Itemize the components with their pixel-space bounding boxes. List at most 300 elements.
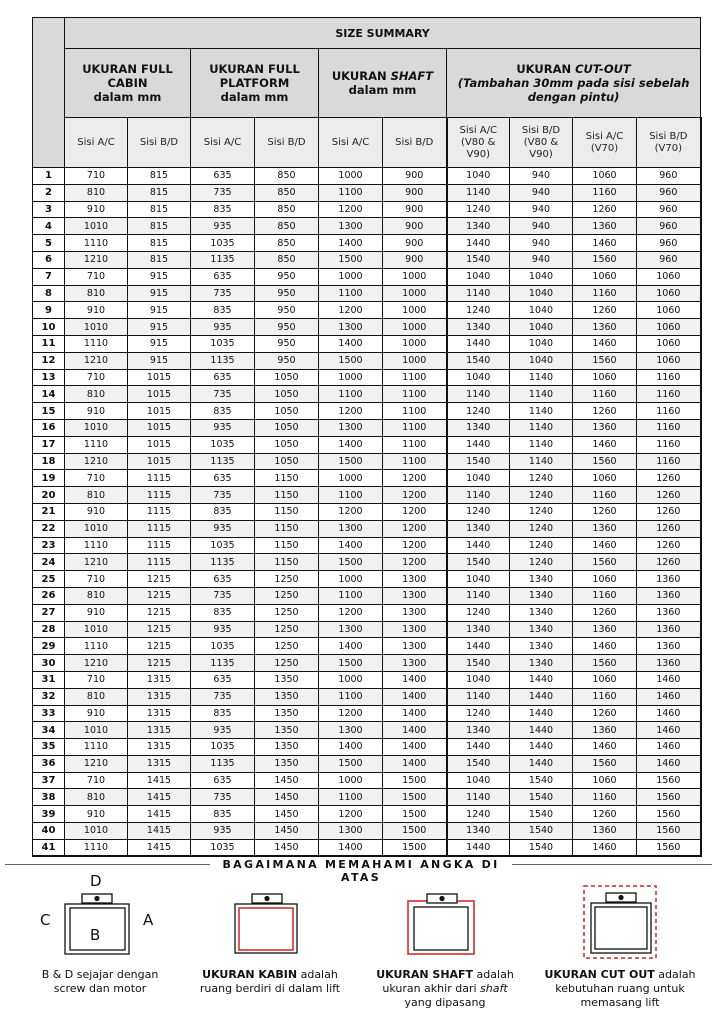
table-cell: 1060 [573,268,637,285]
table-cell: 735 [191,487,255,504]
table-cell: 710 [65,168,128,185]
table-cell: 1160 [637,369,701,386]
table-cell: 1500 [383,839,447,856]
table-cell: 1200 [319,705,383,722]
table-row [33,487,701,504]
table-cell: 1250 [255,621,319,638]
table-cell: 1000 [383,319,447,336]
table-cell: 915 [128,352,191,369]
caption-cutout: UKURAN CUT OUT adalah kebutuhan ruang untuk memasang lift [544,968,696,1009]
table-cell: 1450 [255,772,319,789]
table-cell: 1440 [447,436,510,453]
table-cell: 1060 [637,302,701,319]
table-cell: 1460 [637,671,701,688]
table-cell: 960 [637,168,701,185]
table-cell: 1240 [447,705,510,722]
table-cell: 1150 [255,470,319,487]
table-row [33,419,701,436]
table-cell: 1050 [255,436,319,453]
table-cell: 1315 [128,739,191,756]
table-cell: 950 [255,335,319,352]
table-cell: 1035 [191,638,255,655]
table-cell: 1160 [573,386,637,403]
table-cell: 1400 [319,839,383,856]
table-cell: 810 [65,285,128,302]
column-subheader: Sisi B/D (V70) [637,118,701,168]
table-cell: 1060 [637,335,701,352]
table-cell: 1150 [255,503,319,520]
table-cell: 1015 [128,403,191,420]
table-cell: 815 [128,251,191,268]
table-cell: 1035 [191,335,255,352]
table-cell: 1400 [319,537,383,554]
table-cell: 915 [128,302,191,319]
table-cell: 1150 [255,554,319,571]
table-cell: 1040 [447,772,510,789]
table-cell: 960 [637,235,701,252]
row-number: 12 [33,352,65,369]
table-cell: 1160 [573,688,637,705]
table-row [33,823,701,840]
table-cell: 1315 [128,755,191,772]
table-cell: 1415 [128,823,191,840]
table-cell: 850 [255,184,319,201]
table-cell: 1060 [573,369,637,386]
table-row [33,235,701,252]
table-cell: 1015 [128,436,191,453]
table-cell: 1350 [255,739,319,756]
table-cell: 1340 [510,621,573,638]
table-cell: 1240 [447,403,510,420]
table-cell: 1060 [573,168,637,185]
table-cell: 910 [65,806,128,823]
table-cell: 1250 [255,655,319,672]
label-side-a: A [143,911,154,929]
table-row [33,251,701,268]
table-cell: 1140 [510,453,573,470]
row-number: 11 [33,335,65,352]
table-cell: 1250 [255,638,319,655]
row-number: 34 [33,722,65,739]
table-cell: 1360 [637,638,701,655]
table-cell: 1140 [447,688,510,705]
table-cell: 635 [191,571,255,588]
table-cell: 1110 [65,235,128,252]
table-cell: 1000 [319,268,383,285]
table-cell: 1250 [255,604,319,621]
table-cell: 1040 [447,369,510,386]
table-cell: 940 [510,201,573,218]
table-cell: 1400 [383,722,447,739]
table-cell: 835 [191,705,255,722]
table-cell: 1350 [255,755,319,772]
table-cell: 835 [191,806,255,823]
table-cell: 850 [255,235,319,252]
table-body [33,168,701,857]
table-cell: 1400 [383,671,447,688]
row-number: 2 [33,184,65,201]
table-cell: 900 [383,201,447,218]
table-cell: 1240 [510,520,573,537]
table-cell: 1000 [319,168,383,185]
table-cell: 1300 [319,621,383,638]
table-cell: 1540 [447,453,510,470]
table-cell: 1415 [128,789,191,806]
table-cell: 1015 [128,453,191,470]
table-cell: 1460 [637,688,701,705]
table-cell: 1040 [447,571,510,588]
table-row [33,436,701,453]
table-row [33,604,701,621]
table-cell: 1050 [255,453,319,470]
table-row [33,386,701,403]
table-cell: 935 [191,621,255,638]
table-cell: 1340 [447,218,510,235]
table-cell: 850 [255,201,319,218]
table-row [33,755,701,772]
table-cell: 1060 [637,285,701,302]
table-cell: 1260 [573,503,637,520]
table-cell: 1250 [255,587,319,604]
row-number: 5 [33,235,65,252]
table-cell: 1000 [319,571,383,588]
table-cell: 1500 [319,352,383,369]
table-cell: 1350 [255,671,319,688]
table-cell: 1500 [319,755,383,772]
table-cell: 1300 [383,621,447,638]
table-cell: 1210 [65,554,128,571]
table-cell: 1260 [573,403,637,420]
table-cell: 1560 [637,772,701,789]
table-cell: 1260 [573,705,637,722]
table-cell: 1440 [447,739,510,756]
column-subheader: Sisi B/D [255,118,319,168]
group-header-shaft: UKURAN SHAFT dalam mm [319,49,447,118]
table-cell: 1360 [573,823,637,840]
table-cell: 1240 [510,537,573,554]
table-cell: 1450 [255,839,319,856]
table-cell: 1060 [573,772,637,789]
column-subheader: Sisi B/D [128,118,191,168]
table-cell: 710 [65,369,128,386]
table-cell: 1035 [191,235,255,252]
table-cell: 835 [191,403,255,420]
table-cell: 635 [191,772,255,789]
table-cell: 1040 [510,352,573,369]
table-cell: 1040 [447,268,510,285]
row-number: 4 [33,218,65,235]
corner-cell [33,18,65,168]
table-cell: 1200 [383,503,447,520]
table-cell: 960 [637,251,701,268]
row-number: 28 [33,621,65,638]
row-number: 38 [33,789,65,806]
table-cell: 1050 [255,386,319,403]
table-title: SIZE SUMMARY [65,18,701,49]
table-cell: 950 [255,302,319,319]
table-cell: 1140 [447,285,510,302]
table-cell: 1340 [447,722,510,739]
table-cell: 1540 [447,352,510,369]
table-cell: 1060 [637,352,701,369]
table-cell: 1360 [573,319,637,336]
table-cell: 815 [128,235,191,252]
table-cell: 1250 [255,571,319,588]
table-cell: 1200 [319,403,383,420]
table-cell: 1415 [128,839,191,856]
cabin-size-diagram [230,893,306,955]
caption-cabin: UKURAN KABIN adalah ruang berdiri di dalam lift [199,968,341,995]
table-cell: 940 [510,251,573,268]
guide-title: BAGAIMANA MEMAHAMI ANGKA DI ATAS [222,858,500,884]
row-number: 37 [33,772,65,789]
table-cell: 1360 [637,571,701,588]
table-cell: 1240 [447,806,510,823]
table-cell: 1140 [447,184,510,201]
table-cell: 1540 [510,806,573,823]
table-cell: 1200 [319,503,383,520]
table-cell: 735 [191,688,255,705]
row-number: 16 [33,419,65,436]
row-number: 31 [33,671,65,688]
column-subheader: Sisi B/D (V80 & V90) [510,118,573,168]
table-cell: 1540 [447,251,510,268]
table-cell: 1340 [510,638,573,655]
row-number: 14 [33,386,65,403]
table-cell: 1115 [128,487,191,504]
table-cell: 1160 [637,436,701,453]
row-number: 32 [33,688,65,705]
table-cell: 635 [191,470,255,487]
table-cell: 1360 [637,655,701,672]
table-cell: 1440 [447,235,510,252]
table-cell: 1060 [573,470,637,487]
table-cell: 1460 [573,235,637,252]
table-cell: 710 [65,671,128,688]
table-cell: 1360 [637,621,701,638]
table-cell: 1415 [128,772,191,789]
table-cell: 940 [510,235,573,252]
table-cell: 1215 [128,587,191,604]
table-cell: 1000 [383,285,447,302]
table-cell: 1300 [383,571,447,588]
table-cell: 1060 [573,671,637,688]
table-cell: 1140 [510,369,573,386]
table-cell: 815 [128,168,191,185]
table-cell: 1100 [319,386,383,403]
table-cell: 1340 [510,655,573,672]
table-row [33,621,701,638]
table-cell: 1560 [573,655,637,672]
table-cell: 1115 [128,520,191,537]
table-cell: 935 [191,722,255,739]
table-cell: 1100 [319,688,383,705]
table-cell: 1110 [65,335,128,352]
table-cell: 1400 [383,755,447,772]
table-cell: 1010 [65,621,128,638]
table-cell: 1150 [255,537,319,554]
table-cell: 1215 [128,655,191,672]
table-cell: 1210 [65,453,128,470]
table-row [33,638,701,655]
table-cell: 1400 [383,688,447,705]
table-cell: 1040 [510,319,573,336]
table-cell: 1135 [191,251,255,268]
table-cell: 1340 [510,587,573,604]
table-cell: 1100 [319,184,383,201]
label-side-b: B [90,926,101,944]
table-cell: 1200 [383,487,447,504]
table-cell: 1440 [447,839,510,856]
table-cell: 1340 [447,621,510,638]
table-cell: 1100 [383,369,447,386]
table-cell: 1150 [255,520,319,537]
table-row [33,806,701,823]
table-cell: 1210 [65,251,128,268]
table-cell: 950 [255,268,319,285]
table-cell: 735 [191,285,255,302]
row-number: 7 [33,268,65,285]
table-cell: 1560 [573,453,637,470]
table-cell: 1460 [637,705,701,722]
table-cell: 1115 [128,503,191,520]
table-cell: 735 [191,587,255,604]
label-side-c: C [40,911,51,929]
table-cell: 1350 [255,705,319,722]
table-cell: 1160 [573,285,637,302]
table-cell: 1540 [510,789,573,806]
table-cell: 960 [637,218,701,235]
table-cell: 1200 [319,302,383,319]
row-number: 24 [33,554,65,571]
table-cell: 1300 [383,604,447,621]
table-cell: 1200 [383,520,447,537]
table-cell: 1260 [637,537,701,554]
table-row [33,302,701,319]
table-cell: 1100 [383,453,447,470]
table-cell: 1440 [447,638,510,655]
row-number: 10 [33,319,65,336]
table-cell: 810 [65,688,128,705]
table-cell: 1300 [383,587,447,604]
table-cell: 1135 [191,352,255,369]
table-cell: 1115 [128,537,191,554]
table-cell: 1400 [319,739,383,756]
subheader-row [33,118,701,168]
table-cell: 1460 [573,638,637,655]
row-number: 3 [33,201,65,218]
table-cell: 1210 [65,352,128,369]
table-cell: 1315 [128,671,191,688]
row-number: 29 [33,638,65,655]
table-cell: 1240 [447,201,510,218]
table-cell: 835 [191,201,255,218]
table-row [33,839,701,856]
table-cell: 835 [191,503,255,520]
table-row [33,705,701,722]
table-row [33,772,701,789]
table-cell: 1340 [510,571,573,588]
table-cell: 1010 [65,419,128,436]
table-cell: 1460 [573,839,637,856]
table-cell: 900 [383,218,447,235]
table-cell: 1010 [65,319,128,336]
table-cell: 1315 [128,688,191,705]
table-cell: 1240 [510,503,573,520]
table-row [33,453,701,470]
table-cell: 915 [128,319,191,336]
table-cell: 910 [65,201,128,218]
table-cell: 810 [65,184,128,201]
table-row [33,369,701,386]
table-cell: 1000 [383,335,447,352]
table-row [33,537,701,554]
table-cell: 850 [255,251,319,268]
table-cell: 1260 [573,302,637,319]
table-cell: 1050 [255,369,319,386]
table-row [33,655,701,672]
table-cell: 1500 [319,453,383,470]
table-cell: 1160 [637,419,701,436]
table-cell: 1040 [447,470,510,487]
table-cell: 1110 [65,739,128,756]
column-subheader: Sisi A/C [65,118,128,168]
table-cell: 1540 [510,823,573,840]
table-cell: 1560 [637,789,701,806]
row-number: 19 [33,470,65,487]
table-cell: 1100 [319,587,383,604]
table-cell: 915 [128,285,191,302]
row-number: 40 [33,823,65,840]
table-cell: 935 [191,823,255,840]
table-cell: 1400 [319,335,383,352]
shaft-size-diagram [405,893,481,955]
row-number: 39 [33,806,65,823]
table-cell: 1000 [319,671,383,688]
table-cell: 1000 [319,470,383,487]
table-cell: 1300 [319,520,383,537]
table-cell: 1140 [510,436,573,453]
table-cell: 940 [510,184,573,201]
table-cell: 960 [637,184,701,201]
table-cell: 835 [191,604,255,621]
table-cell: 710 [65,772,128,789]
table-cell: 1200 [319,201,383,218]
table-cell: 1215 [128,604,191,621]
group-header-full-platform: UKURAN FULL PLATFORM dalam mm [191,49,319,118]
table-row [33,168,701,185]
table-cell: 1315 [128,705,191,722]
table-cell: 1300 [319,823,383,840]
table-cell: 1400 [319,638,383,655]
row-number: 35 [33,739,65,756]
table-cell: 1110 [65,638,128,655]
table-cell: 1500 [319,655,383,672]
table-cell: 1035 [191,537,255,554]
table-cell: 1040 [510,302,573,319]
table-cell: 1240 [447,503,510,520]
table-row [33,671,701,688]
table-cell: 1460 [637,739,701,756]
table-cell: 1040 [510,268,573,285]
table-row [33,503,701,520]
caption-orientation: B & D sejajar dengan screw dan motor [41,968,159,995]
table-cell: 935 [191,319,255,336]
table-cell: 1200 [319,604,383,621]
table-cell: 1300 [319,319,383,336]
table-cell: 1015 [128,386,191,403]
table-cell: 1140 [447,789,510,806]
